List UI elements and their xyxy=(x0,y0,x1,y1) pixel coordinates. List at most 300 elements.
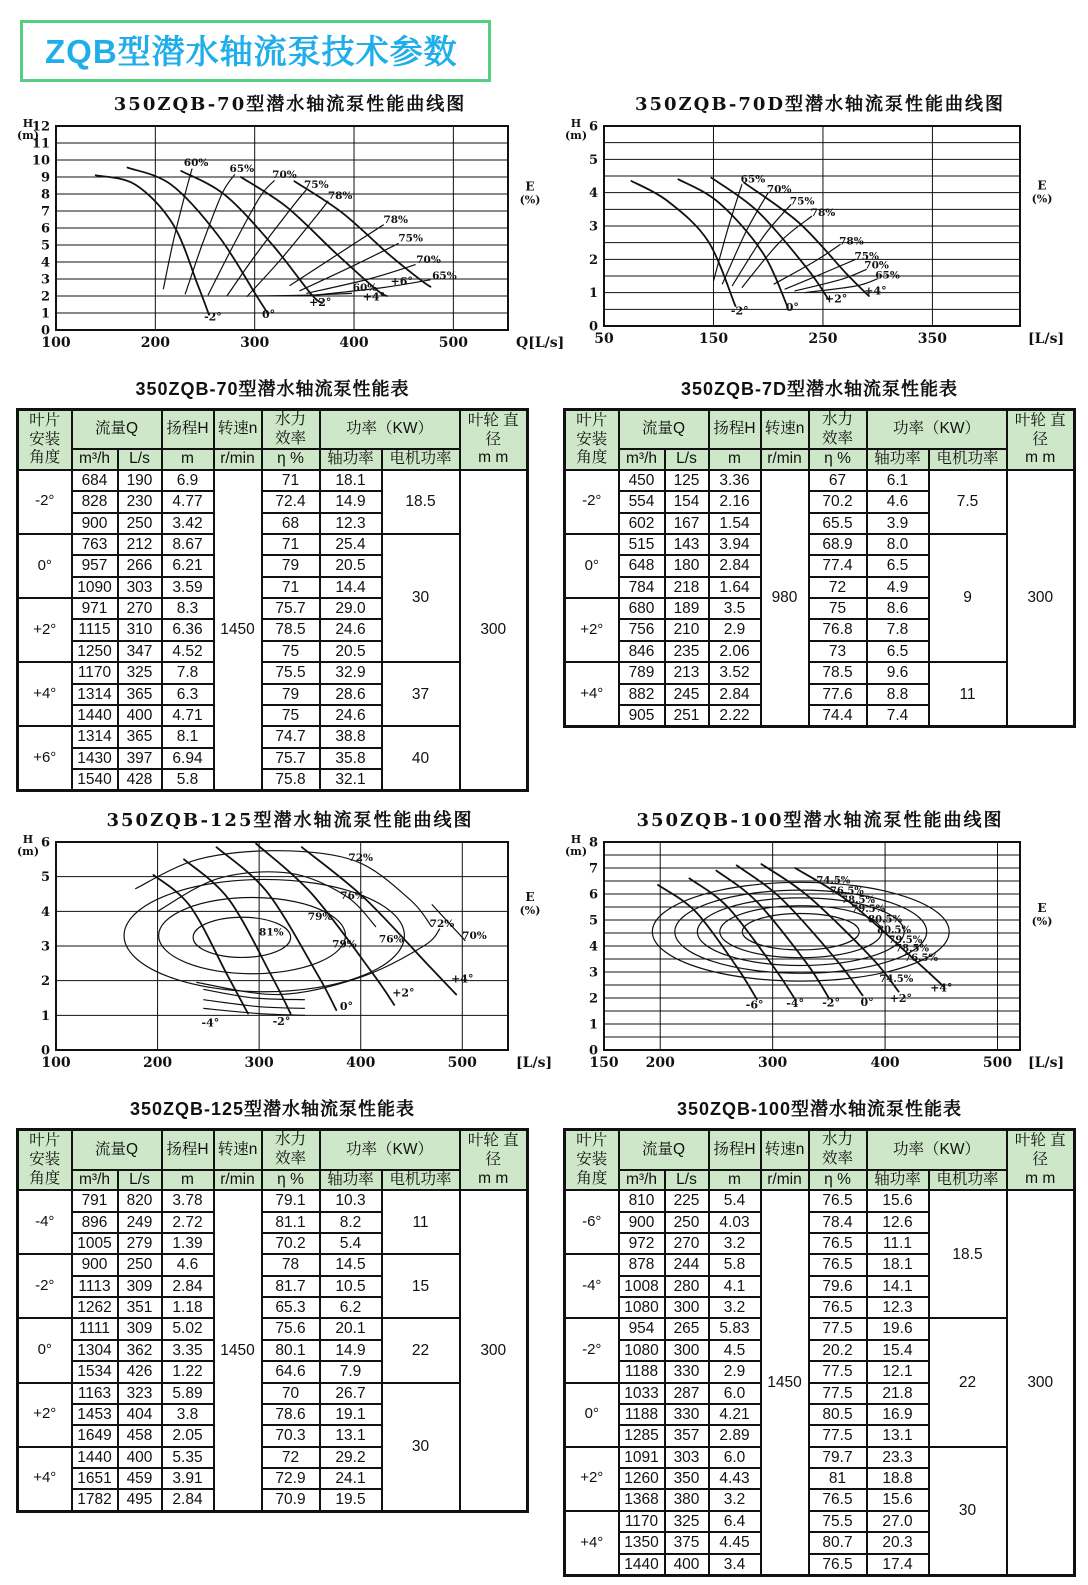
flow-m3h-cell: 878 xyxy=(619,1254,665,1275)
efficiency-cell: 75.8 xyxy=(262,769,320,791)
shaft-power-cell: 7.9 xyxy=(320,1361,382,1382)
impeller-diameter-cell: 300 xyxy=(1007,1190,1075,1575)
head-cell: 2.84 xyxy=(162,1489,214,1511)
shaft-power-cell: 21.8 xyxy=(867,1383,929,1404)
head-cell: 6.9 xyxy=(162,470,214,491)
impeller-diameter-cell: 300 xyxy=(460,1190,528,1511)
chart-text: 5 xyxy=(40,238,50,254)
efficiency-cell: 71 xyxy=(262,470,320,491)
col-header-flow-m3h: m³/h xyxy=(619,1170,665,1191)
chart-text: 78.5% xyxy=(895,944,929,956)
flow-m3h-cell: 1314 xyxy=(72,684,118,705)
efficiency-cell: 79.1 xyxy=(262,1190,320,1211)
efficiency-cell: 80.5 xyxy=(809,1404,867,1425)
chart-canvas-350zqb-70d xyxy=(564,116,1076,352)
flow-ls-cell: 495 xyxy=(118,1489,162,1511)
col-header-speed: 转速n xyxy=(761,410,809,450)
head-cell: 8.3 xyxy=(162,598,214,619)
shaft-power-cell: 10.3 xyxy=(320,1190,382,1211)
chart-text: 79% xyxy=(307,911,333,924)
shaft-power-cell: 29.0 xyxy=(320,598,382,619)
flow-m3h-cell: 882 xyxy=(619,684,665,705)
efficiency-cell: 78.5 xyxy=(809,662,867,683)
efficiency-curve xyxy=(290,225,384,286)
performance-table xyxy=(563,1128,1076,1577)
table-row xyxy=(18,1254,528,1275)
efficiency-curve xyxy=(742,216,812,288)
shaft-power-cell: 15.4 xyxy=(867,1340,929,1361)
table-row xyxy=(565,1447,1075,1468)
blade-angle-cell: -2° xyxy=(565,470,619,534)
flow-ls-cell: 251 xyxy=(665,705,709,727)
chart-text: H xyxy=(22,117,34,130)
flow-m3h-cell: 791 xyxy=(72,1190,118,1211)
chart-text: 70% xyxy=(766,183,792,196)
head-cell: 2.72 xyxy=(162,1212,214,1233)
efficiency-curve xyxy=(163,169,192,290)
motor-power-cell: 15 xyxy=(382,1254,460,1318)
flow-m3h-cell: 1350 xyxy=(619,1532,665,1553)
flow-ls-cell: 167 xyxy=(665,513,709,534)
col-header-shaft-power: 轴功率 xyxy=(867,449,929,470)
head-curve xyxy=(631,181,735,306)
chart-text: 60% xyxy=(352,281,378,294)
chart-text: -6° xyxy=(745,998,764,1012)
chart-text: 5 xyxy=(588,152,598,168)
table-row xyxy=(565,470,1075,491)
chart-text: 65% xyxy=(875,269,900,282)
flow-ls-cell: 365 xyxy=(118,684,162,705)
chart-text: 200 xyxy=(140,335,170,351)
shaft-power-cell: 8.6 xyxy=(867,598,929,619)
head-cell: 2.84 xyxy=(709,684,761,705)
motor-power-cell: 22 xyxy=(929,1318,1007,1446)
flow-ls-cell: 245 xyxy=(665,684,709,705)
shaft-power-cell: 9.6 xyxy=(867,662,929,683)
flow-ls-cell: 189 xyxy=(665,598,709,619)
head-cell: 2.16 xyxy=(709,491,761,512)
efficiency-cell: 73 xyxy=(809,641,867,662)
shaft-power-cell: 14.1 xyxy=(867,1276,929,1297)
flow-ls-cell: 400 xyxy=(118,1447,162,1468)
table-row xyxy=(565,662,1075,683)
flow-ls-cell: 210 xyxy=(665,619,709,640)
shaft-power-cell: 15.6 xyxy=(867,1489,929,1510)
head-cell: 4.03 xyxy=(709,1212,761,1233)
head-curve xyxy=(128,168,268,313)
efficiency-curve xyxy=(722,193,768,285)
head-cell: 3.2 xyxy=(709,1489,761,1510)
col-header-head-m: m xyxy=(709,1170,761,1191)
shaft-power-cell: 23.3 xyxy=(867,1447,929,1468)
chart-text: 76% xyxy=(378,933,404,946)
tables-row-1 xyxy=(14,365,1078,792)
efficiency-cell: 74.4 xyxy=(809,705,867,727)
flow-ls-cell: 280 xyxy=(665,1276,709,1297)
shaft-power-cell: 13.1 xyxy=(320,1425,382,1446)
head-cell: 4.71 xyxy=(162,705,214,726)
shaft-power-cell: 25.4 xyxy=(320,534,382,555)
table-section-350zqb-125 xyxy=(16,1085,529,1512)
flow-ls-cell: 820 xyxy=(118,1190,162,1211)
chart-text: 8 xyxy=(588,835,598,851)
efficiency-cell: 76.5 xyxy=(809,1190,867,1211)
efficiency-cell: 77.4 xyxy=(809,555,867,576)
chart-text: -4° xyxy=(201,1016,220,1030)
head-cell: 4.21 xyxy=(709,1404,761,1425)
shaft-power-cell: 8.2 xyxy=(320,1212,382,1233)
chart-text: 74.5% xyxy=(816,876,851,888)
chart-text: E xyxy=(525,179,535,194)
efficiency-cell: 67 xyxy=(809,470,867,491)
efficiency-cell: 77.5 xyxy=(809,1383,867,1404)
shaft-power-cell: 8.8 xyxy=(867,684,929,705)
flow-ls-cell: 428 xyxy=(118,769,162,791)
flow-m3h-cell: 756 xyxy=(619,619,665,640)
head-cell: 3.4 xyxy=(709,1554,761,1576)
flow-ls-cell: 180 xyxy=(665,555,709,576)
flow-m3h-cell: 1188 xyxy=(619,1361,665,1382)
head-cell: 2.06 xyxy=(709,641,761,662)
flow-ls-cell: 365 xyxy=(118,726,162,747)
shaft-power-cell: 18.1 xyxy=(867,1254,929,1275)
col-header-diameter: 叶轮 直 径 m m xyxy=(460,1130,528,1190)
chart-text: 4 xyxy=(40,255,50,271)
table-row xyxy=(18,1190,528,1211)
efficiency-cell: 76.5 xyxy=(809,1233,867,1254)
flow-ls-cell: 303 xyxy=(118,577,162,598)
col-header-blade-angle: 叶片 安装 角度 xyxy=(18,410,72,470)
table-mount-350zqb-100 xyxy=(563,1128,1076,1577)
shaft-power-cell: 18.8 xyxy=(867,1468,929,1489)
chart-text: 81% xyxy=(259,927,284,940)
flow-m3h-cell: 810 xyxy=(619,1190,665,1211)
efficiency-cell: 78.5 xyxy=(262,619,320,640)
head-cell: 2.9 xyxy=(709,619,761,640)
chart-text: 78% xyxy=(810,207,836,219)
flow-ls-cell: 347 xyxy=(118,641,162,662)
efficiency-cell: 80.1 xyxy=(262,1340,320,1361)
head-cell: 1.54 xyxy=(709,513,761,534)
flow-m3h-cell: 1440 xyxy=(72,1447,118,1468)
efficiency-contour xyxy=(159,898,346,974)
chart-text: 70% xyxy=(462,930,487,943)
head-cell: 7.8 xyxy=(162,662,214,683)
flow-m3h-cell: 1440 xyxy=(619,1554,665,1576)
efficiency-cell: 76.5 xyxy=(809,1489,867,1510)
head-curve xyxy=(658,885,757,999)
flow-m3h-cell: 1782 xyxy=(72,1489,118,1511)
shaft-power-cell: 14.9 xyxy=(320,1340,382,1361)
flow-m3h-cell: 1091 xyxy=(619,1447,665,1468)
efficiency-cell: 80.7 xyxy=(809,1532,867,1553)
chart-text: 70% xyxy=(864,259,889,272)
efficiency-cell: 70.2 xyxy=(262,1233,320,1254)
chart-text: 4 xyxy=(40,905,50,921)
speed-cell: 1450 xyxy=(761,1190,809,1575)
chart-text: 2 xyxy=(588,991,598,1007)
flow-m3h-cell: 957 xyxy=(72,555,118,576)
chart-text: -2° xyxy=(272,1015,291,1029)
efficiency-cell: 75.5 xyxy=(262,662,320,683)
chart-text: 3 xyxy=(588,219,598,235)
flow-m3h-cell: 1285 xyxy=(619,1425,665,1446)
motor-power-cell: 30 xyxy=(382,1383,460,1512)
efficiency-curve xyxy=(714,184,742,281)
flow-ls-cell: 380 xyxy=(665,1489,709,1510)
blade-angle-cell: +4° xyxy=(18,1447,72,1512)
head-cell: 3.2 xyxy=(709,1233,761,1254)
head-cell: 1.18 xyxy=(162,1297,214,1318)
shaft-power-cell: 6.5 xyxy=(867,641,929,662)
chart-text: 150 xyxy=(589,1055,619,1072)
chart-text: 0 xyxy=(40,1043,50,1059)
head-cell: 3.59 xyxy=(162,577,214,598)
flow-ls-cell: 300 xyxy=(665,1297,709,1318)
head-cell: 1.22 xyxy=(162,1361,214,1382)
flow-ls-cell: 270 xyxy=(118,598,162,619)
shaft-power-cell: 11.1 xyxy=(867,1233,929,1254)
chart-text: (m) xyxy=(16,845,40,859)
chart-text: +2° xyxy=(824,292,848,306)
page-title: ZQB型潜水轴流泵技术参数 xyxy=(45,33,458,70)
flow-m3h-cell: 1314 xyxy=(72,726,118,747)
head-cell: 1.64 xyxy=(709,577,761,598)
efficiency-cell: 72 xyxy=(262,1447,320,1468)
flow-ls-cell: 310 xyxy=(118,619,162,640)
efficiency-cell: 71 xyxy=(262,534,320,555)
chart-text: 50 xyxy=(594,331,614,347)
head-cell: 3.5 xyxy=(709,598,761,619)
flow-m3h-cell: 1262 xyxy=(72,1297,118,1318)
performance-table xyxy=(16,1128,529,1512)
blade-angle-cell: +2° xyxy=(18,598,72,662)
shaft-power-cell: 8.0 xyxy=(867,534,929,555)
chart-text: +4° xyxy=(930,981,953,995)
col-header-head-m: m xyxy=(709,449,761,470)
speed-cell: 1450 xyxy=(214,1190,262,1511)
blade-angle-cell: -2° xyxy=(18,1254,72,1318)
chart-text: 0° xyxy=(860,996,874,1010)
blade-angle-cell: 0° xyxy=(565,1383,619,1447)
flow-m3h-cell: 972 xyxy=(619,1233,665,1254)
efficiency-cell: 64.6 xyxy=(262,1361,320,1382)
chart-text: 74.5% xyxy=(879,974,914,986)
head-cell: 6.94 xyxy=(162,748,214,769)
flow-m3h-cell: 1090 xyxy=(72,577,118,598)
head-cell: 2.22 xyxy=(709,705,761,727)
shaft-power-cell: 12.1 xyxy=(867,1361,929,1382)
blade-angle-cell: -4° xyxy=(18,1190,72,1254)
efficiency-cell: 75.6 xyxy=(262,1318,320,1339)
shaft-power-cell: 12.3 xyxy=(867,1297,929,1318)
chart-text: (%) xyxy=(1031,915,1053,929)
chart-text: 78% xyxy=(327,190,353,203)
shaft-power-cell: 6.1 xyxy=(867,470,929,491)
shaft-power-cell: 7.8 xyxy=(867,619,929,640)
chart-text: 200 xyxy=(142,1055,173,1072)
flow-ls-cell: 270 xyxy=(665,1233,709,1254)
chart-title-350zqb-70: 350ZQB-70型潜水轴流泵性能曲线图 xyxy=(113,94,467,115)
chart-text: 4 xyxy=(588,186,598,202)
motor-power-cell: 11 xyxy=(929,662,1007,727)
blade-angle-cell: +2° xyxy=(565,1447,619,1511)
head-cell: 6.3 xyxy=(162,684,214,705)
shaft-power-cell: 19.5 xyxy=(320,1489,382,1511)
chart-350zqb-70d xyxy=(564,90,1076,357)
chart-text: 75% xyxy=(398,232,423,245)
flow-m3h-cell: 1430 xyxy=(72,748,118,769)
chart-text: 100 xyxy=(41,335,71,351)
col-header-flow-m3h: m³/h xyxy=(72,449,118,470)
col-header-flow-ls: L/s xyxy=(118,449,162,470)
chart-text: 300 xyxy=(240,335,270,351)
flow-m3h-cell: 763 xyxy=(72,534,118,555)
chart-text: 250 xyxy=(808,331,838,347)
motor-power-cell: 9 xyxy=(929,534,1007,662)
efficiency-cell: 76.5 xyxy=(809,1297,867,1318)
flow-ls-cell: 325 xyxy=(118,662,162,683)
flow-m3h-cell: 1080 xyxy=(619,1297,665,1318)
flow-m3h-cell: 1113 xyxy=(72,1276,118,1297)
col-header-head-m: m xyxy=(162,449,214,470)
chart-text: 0° xyxy=(262,308,276,322)
efficiency-cell: 74.7 xyxy=(262,726,320,747)
efficiency-curve xyxy=(203,1000,305,1009)
head-cell: 3.94 xyxy=(709,534,761,555)
shaft-power-cell: 35.8 xyxy=(320,748,382,769)
efficiency-cell: 81.1 xyxy=(262,1212,320,1233)
col-header-flow: 流量Q xyxy=(619,410,709,450)
efficiency-cell: 75.7 xyxy=(262,598,320,619)
chart-text: 7 xyxy=(588,861,598,877)
chart-text: 2 xyxy=(40,289,50,305)
head-cell: 5.02 xyxy=(162,1318,214,1339)
motor-power-cell: 7.5 xyxy=(929,470,1007,534)
flow-ls-cell: 400 xyxy=(118,705,162,726)
col-header-motor-power: 电机功率 xyxy=(929,449,1007,470)
chart-text: 78% xyxy=(839,235,864,248)
col-header-flow-m3h: m³/h xyxy=(72,1170,118,1191)
efficiency-cell: 68.9 xyxy=(809,534,867,555)
chart-text: 1 xyxy=(588,1017,598,1033)
efficiency-cell: 70.9 xyxy=(262,1489,320,1511)
chart-text: 4 xyxy=(588,939,598,955)
efficiency-cell: 81 xyxy=(809,1468,867,1489)
chart-text: 500 xyxy=(447,1055,477,1072)
speed-cell: 980 xyxy=(761,470,809,727)
chart-text: +2° xyxy=(309,296,332,310)
shaft-power-cell: 4.9 xyxy=(867,577,929,598)
blade-angle-cell: 0° xyxy=(18,534,72,598)
efficiency-cell: 77.5 xyxy=(809,1361,867,1382)
efficiency-curve xyxy=(774,244,841,284)
chart-text: 5 xyxy=(588,913,598,929)
chart-text: 70% xyxy=(416,253,441,266)
chart-text: +6° xyxy=(390,274,413,288)
blade-angle-cell: +4° xyxy=(565,1511,619,1576)
chart-text: 10 xyxy=(31,153,50,169)
chart-title-350zqb-70d: 350ZQB-70D型潜水轴流泵性能曲线图 xyxy=(634,94,1006,115)
col-header-blade-angle: 叶片 安装 角度 xyxy=(565,410,619,470)
flow-m3h-cell: 1005 xyxy=(72,1233,118,1254)
flow-m3h-cell: 1260 xyxy=(619,1468,665,1489)
flow-m3h-cell: 846 xyxy=(619,641,665,662)
flow-m3h-cell: 900 xyxy=(72,1254,118,1275)
chart-text: 150 xyxy=(698,331,729,347)
shaft-power-cell: 18.1 xyxy=(320,470,382,491)
chart-text: 7 xyxy=(40,204,50,220)
col-header-head-m: m xyxy=(162,1170,214,1191)
flow-m3h-cell: 1170 xyxy=(72,662,118,683)
flow-ls-cell: 249 xyxy=(118,1212,162,1233)
flow-ls-cell: 218 xyxy=(665,577,709,598)
flow-m3h-cell: 954 xyxy=(619,1318,665,1339)
chart-text: 60% xyxy=(183,156,209,169)
chart-text: [L/s] xyxy=(1028,331,1065,347)
blade-angle-cell: +2° xyxy=(565,598,619,662)
efficiency-cell: 65.3 xyxy=(262,1297,320,1318)
head-cell: 4.1 xyxy=(709,1276,761,1297)
flow-m3h-cell: 900 xyxy=(619,1212,665,1233)
head-cell: 5.89 xyxy=(162,1383,214,1404)
chart-text: (%) xyxy=(1031,192,1053,206)
shaft-power-cell: 19.6 xyxy=(867,1318,929,1339)
flow-m3h-cell: 1033 xyxy=(619,1383,665,1404)
head-cell: 6.0 xyxy=(709,1383,761,1404)
col-header-flow-m3h: m³/h xyxy=(619,449,665,470)
efficiency-cell: 70.3 xyxy=(262,1425,320,1446)
chart-text: 1 xyxy=(588,286,598,302)
efficiency-cell: 75.5 xyxy=(809,1511,867,1532)
flow-ls-cell: 154 xyxy=(665,491,709,512)
flow-m3h-cell: 784 xyxy=(619,577,665,598)
flow-ls-cell: 426 xyxy=(118,1361,162,1382)
chart-text: 500 xyxy=(982,1055,1013,1072)
efficiency-cell: 78.6 xyxy=(262,1404,320,1425)
flow-m3h-cell: 554 xyxy=(619,491,665,512)
efficiency-cell: 75 xyxy=(262,705,320,726)
chart-text: 8 xyxy=(40,187,50,203)
table-section-350zqb-70 xyxy=(16,365,529,792)
chart-text: -2° xyxy=(822,996,840,1010)
chart-text: -4° xyxy=(786,997,805,1011)
flow-m3h-cell: 1170 xyxy=(619,1511,665,1532)
efficiency-cell: 72.4 xyxy=(262,491,320,512)
head-cell: 4.5 xyxy=(709,1340,761,1361)
chart-text: 72% xyxy=(429,918,455,931)
shaft-power-cell: 32.1 xyxy=(320,769,382,791)
chart-text: 300 xyxy=(244,1055,274,1072)
col-header-blade-angle: 叶片 安装 角度 xyxy=(18,1130,72,1190)
efficiency-curve xyxy=(247,201,329,297)
chart-text: H xyxy=(570,117,582,130)
flow-m3h-cell: 828 xyxy=(72,491,118,512)
shaft-power-cell: 14.4 xyxy=(320,577,382,598)
chart-text: E xyxy=(1037,178,1047,193)
head-cell: 4.45 xyxy=(709,1532,761,1553)
table-row xyxy=(18,1318,528,1339)
chart-text: +2° xyxy=(889,992,913,1006)
flow-ls-cell: 213 xyxy=(665,662,709,683)
efficiency-cell: 79.7 xyxy=(809,1447,867,1468)
table-row xyxy=(18,726,528,747)
flow-ls-cell: 212 xyxy=(118,534,162,555)
efficiency-cell: 81.7 xyxy=(262,1276,320,1297)
flow-ls-cell: 459 xyxy=(118,1468,162,1489)
flow-m3h-cell: 602 xyxy=(619,513,665,534)
flow-ls-cell: 287 xyxy=(665,1383,709,1404)
